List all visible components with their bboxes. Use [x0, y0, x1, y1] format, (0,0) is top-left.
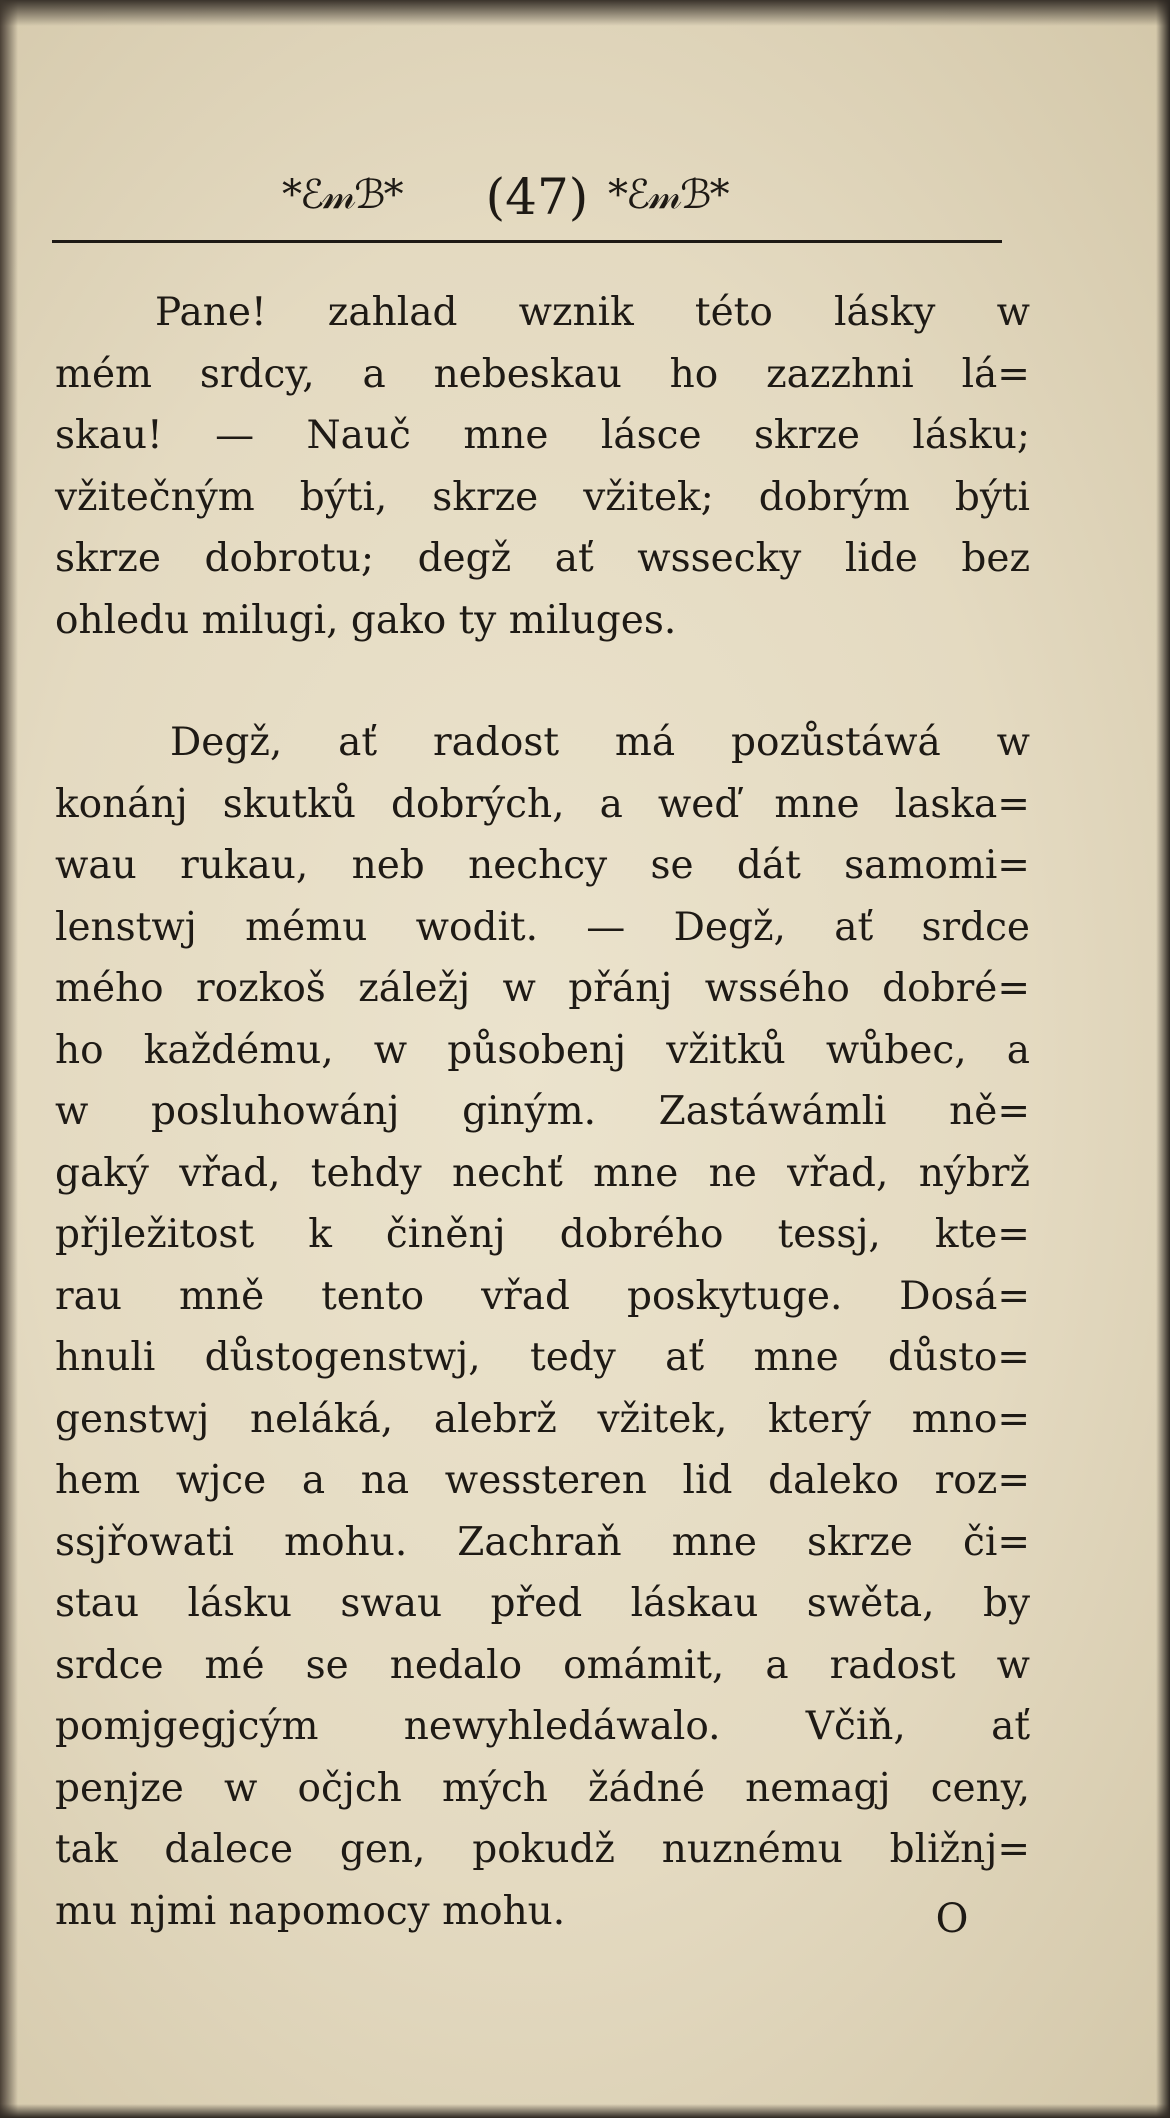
text-line: tak dalece gen, pokudž nuznému bližnj=	[55, 1827, 1030, 1872]
right-edge-shadow	[1156, 0, 1170, 2118]
text-line: wau rukau, neb nechcy se dát samomi=	[55, 843, 1030, 888]
header-ornament-left: *ℰ𝓂ℬ*	[282, 172, 402, 218]
text-line: hem wjce a na wessteren lid daleko roz=	[55, 1458, 1030, 1503]
text-line: mého rozkoš záležj w přánj wssého dobré=	[55, 966, 1030, 1011]
text-line: rau mně tento vřad poskytuge. Dosá=	[55, 1273, 1030, 1319]
binding-shadow	[0, 0, 18, 2118]
text-line: gaký vřad, tehdy nechť mne ne vřad, nýbrž	[55, 1150, 1030, 1196]
page-number: (47)	[485, 168, 589, 226]
text-line: skrze dobrotu; degž ať wssecky lide bez	[55, 536, 1030, 581]
paragraph	[55, 712, 1030, 1942]
page-header	[60, 160, 1000, 250]
text-line: přjležitost k činěnj dobrého tessj, kte=	[55, 1212, 1030, 1257]
paragraph	[55, 282, 1030, 651]
text-line: ssjřowati mohu. Zachraň mne skrze či=	[55, 1519, 1030, 1565]
header-rule	[52, 240, 1002, 243]
top-edge-shadow	[0, 0, 1170, 26]
text-line: srdce mé se nedalo omámit, a radost w	[55, 1642, 1030, 1688]
text-line: mém srdcy, a nebeskau ho zazzhni lá=	[55, 351, 1030, 397]
text-line: skau! — Nauč mne lásce skrze lásku;	[55, 413, 1030, 458]
text-line: w posluhowánj giným. Zastáwámli ně=	[55, 1089, 1030, 1134]
text-line: hnuli důstogenstwj, tedy ať mne důsto=	[55, 1335, 1030, 1380]
text-line: lenstwj mému wodit. — Degž, ať srdce	[55, 904, 1030, 950]
text-line: penjze w očjch mých žádné nemagj ceny,	[55, 1765, 1030, 1811]
header-ornament-right: *ℰ𝓂ℬ*	[608, 172, 728, 218]
page-body	[55, 282, 1030, 1942]
signature-mark: O	[935, 1896, 969, 1942]
text-line: vžitečným býti, skrze vžitek; dobrým býti	[55, 474, 1030, 520]
bottom-edge-shadow	[0, 2104, 1170, 2118]
text-line: ho každému, w působenj vžitků wůbec, a	[55, 1027, 1030, 1073]
text-line: Pane! zahlad wznik této lásky w	[155, 290, 1030, 335]
text-line: konánj skutků dobrých, a weď mne laska=	[55, 781, 1030, 827]
text-line: pomjgegjcým newyhledáwalo. Včiň, ať	[55, 1704, 1030, 1749]
text-line: mu njmi napomocy mohu.	[55, 1888, 566, 1934]
text-line: stau lásku swau před láskau swěta, by	[55, 1581, 1030, 1626]
text-line: ohledu milugi, gako ty miluges.	[55, 597, 677, 643]
text-line: genstwj neláká, alebrž vžitek, který mno=	[55, 1396, 1030, 1442]
text-line: Degž, ať radost má pozůstáwá w	[170, 720, 1030, 765]
